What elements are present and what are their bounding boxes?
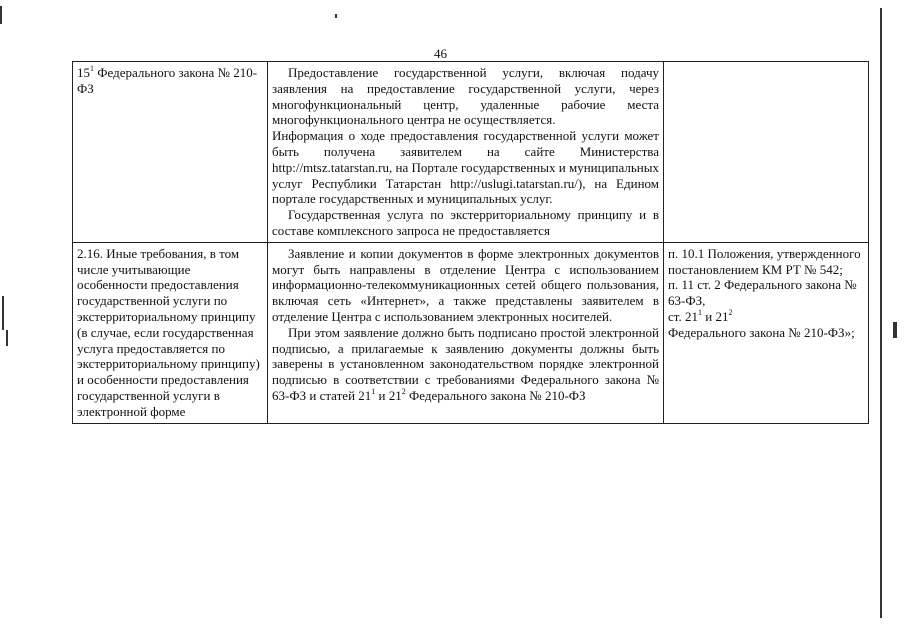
requirements-table [72, 61, 869, 424]
row2-col1: 2.16. Иные требования, в том числе учитывающие особенности предоставления государственной услуги по экстерриториальному принципу (в случае, если государственная услуга предоставляется по экстерриториальному принципу) и особенности предоставления государственной услуги в электронной форме [73, 242, 268, 423]
paragraph: Информация о ходе предоставления государственной услуги может быть получена заявителем на сайте Министерства http://mtsz.tatarstan.ru, на Портале государственных и муниципальных услуг Республики Татарстан http://uslugi.tatarstan.ru/), на Едином портале государственных и муниципальных услуг. [272, 128, 659, 207]
table-row [73, 242, 869, 423]
table-row [73, 62, 869, 243]
paragraph: Заявление и копии документов в форме электронных документов могут быть направлены в отделение Центра с использованием информационно-телекоммуникационных сетей общего пользования, включая сеть «Интернет», а также представлены заявителем в отделение Центра с использованием электронных носителей. [272, 245, 659, 324]
scan-mark [6, 330, 8, 346]
paragraph: При этом заявление должно быть подписано простой электронной подписью, а прилагаемые к заявлению документы должны быть заверены в установленном законодательством порядке электронной подписью в соответствии с требованиями Федерального закона № 63-ФЗ и статей $21^1$ и $21^2$ Федерального закона № 210-ФЗ [272, 324, 659, 403]
row2-col2 [268, 242, 664, 423]
row1-col1: $15^1$ Федерального закона № 210-ФЗ [73, 62, 268, 243]
paragraph: Государственная услуга по экстерриториальному принципу и в составе комплексного запроса не предоставляется [272, 207, 659, 238]
row1-col3 [664, 62, 869, 243]
scan-mark [335, 14, 337, 18]
scan-mark [880, 8, 882, 618]
scan-mark [2, 296, 4, 330]
scan-mark [893, 322, 897, 338]
page-number: 46 [434, 46, 447, 61]
row2-col3: п. 10.1 Положения, утвержденного постановлением КМ РТ № 542; п. 11 ст. 2 Федерального закона № 63-ФЗ, ст. $21^1$ и $21^2$ Федерального закона № 210-ФЗ»; [664, 242, 869, 423]
row1-col2 [268, 62, 664, 243]
scan-mark [0, 6, 2, 24]
paragraph: Предоставление государственной услуги, включая подачу заявления на предоставление государственной услуги, через многофункциональный центр, удаленные рабочие места многофункционального центра не осуществляется. [272, 65, 659, 128]
